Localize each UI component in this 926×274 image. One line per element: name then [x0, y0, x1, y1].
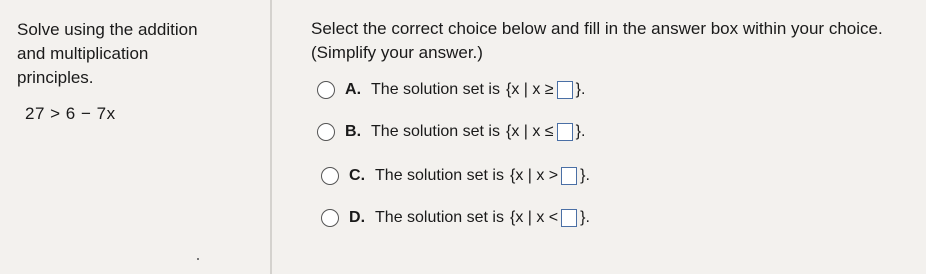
choice-letter: D [349, 209, 361, 226]
set-prefix: {x | x > [509, 167, 559, 184]
problem-instruction: Solve using the addition and multiplication principles. [17, 20, 198, 87]
answer-box[interactable] [561, 167, 577, 185]
answer-box[interactable] [557, 123, 573, 141]
radio-button-icon[interactable] [317, 123, 335, 141]
question-instruction: Select the correct choice below and fill in the answer box within your choice. [311, 19, 883, 38]
choice-c[interactable] [321, 164, 590, 188]
set-suffix: }. [580, 167, 590, 184]
choice-letter-dot: . [360, 167, 366, 184]
choice-letter-dot: . [360, 209, 366, 226]
answer-box[interactable] [561, 209, 577, 227]
answer-box[interactable] [557, 81, 573, 99]
choice-b[interactable] [317, 120, 585, 144]
stray-mark [197, 258, 199, 260]
solution-set-expression [510, 167, 590, 185]
set-prefix: {x | x ≥ [505, 81, 554, 98]
solution-set-expression [506, 123, 585, 141]
set-prefix: {x | x ≤ [505, 123, 554, 140]
choice-text: The solution set is [375, 209, 504, 226]
choice-d[interactable] [321, 206, 590, 230]
radio-button-icon[interactable] [321, 209, 339, 227]
radio-button-icon[interactable] [317, 81, 335, 99]
choice-text: The solution set is [375, 167, 504, 184]
set-suffix: }. [580, 209, 590, 226]
set-prefix: {x | x < [509, 209, 559, 226]
choice-letter: C [349, 167, 361, 184]
choice-letter: A [345, 81, 357, 98]
solution-set-expression [506, 81, 585, 99]
radio-button-icon[interactable] [321, 167, 339, 185]
answer-pane [285, 0, 925, 274]
choice-letter-dot: . [356, 81, 362, 98]
choice-letter-dot: . [356, 123, 362, 140]
solution-set-expression [510, 209, 590, 227]
choice-a[interactable] [317, 78, 585, 102]
set-suffix: }. [575, 81, 586, 98]
problem-pane [0, 0, 270, 274]
choice-letter: B [345, 123, 357, 140]
pane-divider[interactable] [270, 0, 272, 274]
set-suffix: }. [575, 123, 586, 140]
question-sub-instruction: (Simplify your answer.) [311, 43, 483, 62]
choice-text: The solution set is [371, 123, 500, 140]
choice-text: The solution set is [371, 81, 500, 98]
problem-inequality: 27 > 6 − 7x [25, 104, 116, 123]
